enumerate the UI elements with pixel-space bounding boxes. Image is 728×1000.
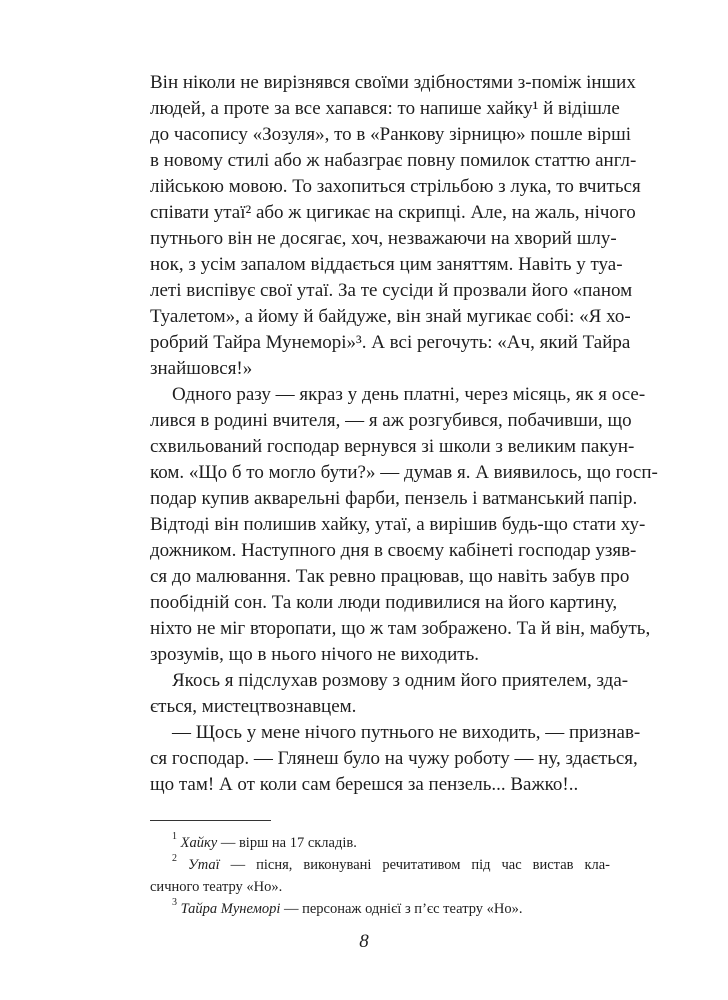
text-line: подар купив акварельні фарби, пензель і ватманський папір. — [150, 488, 638, 509]
footnote-1 — [172, 832, 610, 854]
text-line: леті виспівує свої утаї. За те сусіди й прозвали його «паном — [150, 280, 633, 301]
text-line: в новому стилі або ж набазграє повну помилок статтю англ- — [150, 150, 637, 171]
footnote-2 — [172, 854, 610, 876]
text-line: ком. «Що б то могло бути?» — думав я. А виявилось, що госп- — [150, 462, 658, 483]
text-line: робрий Тайра Мунеморі»³. А всі регочуть: «Ач, який Тайра — [150, 332, 631, 353]
footnote-2-continuation — [150, 876, 610, 898]
text-line: лійською мовою. То захопиться стрільбою з лука, то вчиться — [150, 176, 641, 197]
footnote-term: Хайку — [180, 835, 218, 851]
text-line: що там! А от коли сам берешся за пензель... Важко!.. — [150, 774, 579, 795]
text-line: людей, а проте за все хапався: то напише хайку¹ й відішле — [150, 98, 620, 119]
text-line: Туалетом», а йому й байдуже, він знай мугикає собі: «Я хо- — [150, 306, 631, 327]
text-line: — Щось у мене нічого путнього не виходить, — признав- — [172, 722, 641, 743]
footnote-3 — [172, 898, 610, 920]
footnote-text: — персонаж однієї з п’єс театру «Но». — [280, 901, 523, 917]
text-line: схвильований господар вернувся зі школи з великим пакун- — [150, 436, 635, 457]
text-line: зрозумів, що в нього нічого не виходить. — [150, 644, 479, 665]
text-line: Він ніколи не вирізнявся своїми здібностями з-поміж інших — [150, 72, 636, 93]
text-line: ся господар. — Глянеш було на чужу роботу — ну, здається, — [150, 748, 638, 769]
text-line: ніхто не міг второпати, що ж там зображено. Та й він, мабуть, — [150, 618, 651, 639]
page-number: 8 — [359, 931, 369, 952]
text-line: знайшовся!» — [150, 358, 253, 379]
text-line: лився в родині вчителя, — я аж розгубився, побачивши, що — [150, 410, 632, 431]
text-line: дожником. Наступного дня в своєму кабінеті господар узяв- — [150, 540, 637, 561]
text-line: ся до малювання. Так ревно працював, що навіть забув про — [150, 566, 630, 587]
text-line: нок, з усім запалом віддається цим заняттям. Навіть у туа- — [150, 254, 623, 275]
footnote-term: Тайра Мунеморі — [180, 901, 281, 917]
text-line: путнього він не досягає, хоч, незважаючи на хворий шлу- — [150, 228, 617, 249]
footnote-text: — пісня, виконувані речитативом під час вистав кла- — [219, 857, 610, 873]
footnote-mark: 2 — [172, 853, 177, 864]
text-line: Відтоді він полишив хайку, утаї, а вирішив будь-що стати ху- — [150, 514, 646, 535]
footnote-mark: 3 — [172, 897, 177, 908]
footnote-term: Утаї — [187, 857, 220, 873]
text-line: Якось я підслухав розмову з одним його приятелем, зда- — [172, 670, 629, 691]
text-line: до часопису «Зозуля», то в «Ранкову зірницю» пошле вірші — [150, 124, 632, 145]
footnote-divider — [150, 820, 271, 821]
footnote-text: сичного театру «Но». — [150, 879, 283, 895]
footnote-mark: 1 — [172, 831, 177, 842]
footnote-text: — вірш на 17 складів. — [217, 835, 357, 851]
text-line: ється, мистецтвознавцем. — [150, 696, 357, 717]
text-line: Одного разу — якраз у день платні, через місяць, як я осе- — [172, 384, 646, 405]
text-line: співати утаї² або ж цигикає на скрипці. Але, на жаль, нічого — [150, 202, 636, 223]
text-line: пообідній сон. Та коли люди подивилися на його картину, — [150, 592, 618, 613]
